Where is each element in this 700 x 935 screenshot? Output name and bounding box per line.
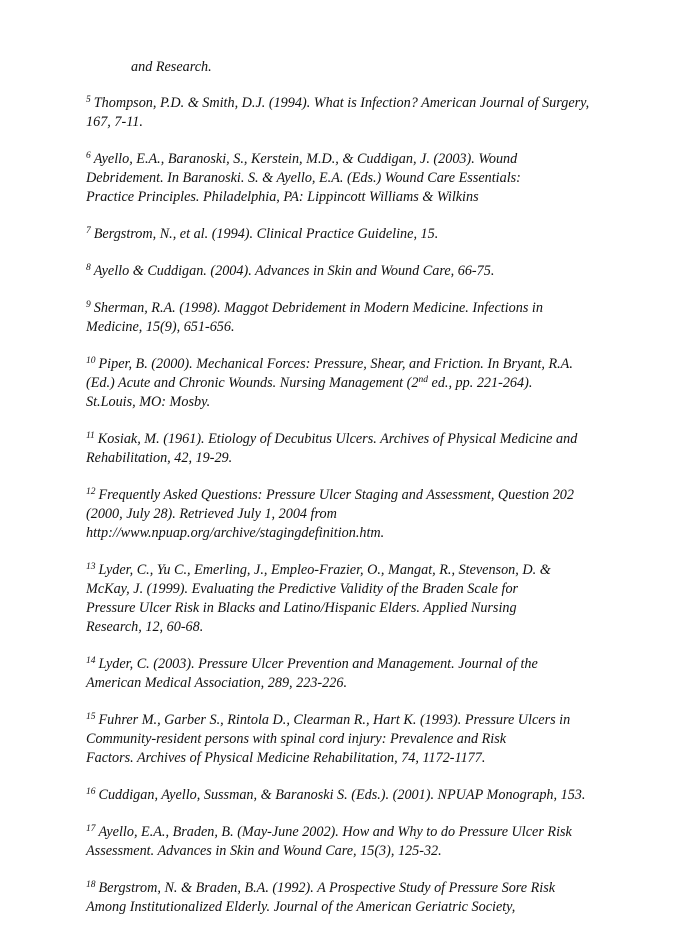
reference-entry: [86, 486, 616, 543]
continuation-text: and Research.: [131, 59, 212, 75]
reference-line: McKay, J. (1999). Evaluating the Predictive Validity of the Braden Scale for: [86, 581, 519, 597]
reference-line: Ayello, E.A., Braden, B. (May-June 2002). How and Why to do Pressure Ulcer Risk: [98, 824, 572, 840]
footnote-number: 12: [86, 487, 96, 497]
reference-entry: [86, 711, 616, 768]
reference-line: Rehabilitation, 42, 19-29.: [86, 450, 233, 466]
reference-line: Bergstrom, N., et al. (1994). Clinical Practice Guideline, 15.: [93, 226, 439, 242]
reference-line: Lyder, C. (2003). Pressure Ulcer Prevention and Management. Journal of the: [98, 656, 538, 672]
reference-entry: [86, 150, 616, 207]
footnote-number: 15: [86, 712, 96, 722]
reference-line: Sherman, R.A. (1998). Maggot Debridement in Modern Medicine. Infections in: [93, 300, 543, 316]
footnote-number: 13: [86, 562, 96, 572]
reference-line: Medicine, 15(9), 651-656.: [86, 319, 235, 335]
reference-line: Practice Principles. Philadelphia, PA: Lippincott Williams & Wilkins: [86, 189, 479, 205]
reference-entry: [86, 561, 616, 637]
reference-line: Cuddigan, Ayello, Sussman, & Baranoski S. (Eds.). (2001). NPUAP Monograph, 153.: [98, 787, 586, 803]
reference-entry: [86, 299, 616, 337]
reference-line: Assessment. Advances in Skin and Wound Care, 15(3), 125-32.: [86, 843, 442, 859]
reference-entry: [86, 879, 616, 917]
reference-entry: [86, 430, 616, 468]
reference-line: Research, 12, 60-68.: [86, 619, 204, 635]
reference-list: [86, 94, 616, 935]
reference-line: American Medical Association, 289, 223-226.: [86, 675, 347, 691]
reference-line: Lyder, C., Yu C., Emerling, J., Empleo-Frazier, O., Mangat, R., Stevenson, D. &: [98, 562, 551, 578]
footnote-number: 16: [86, 787, 96, 797]
reference-line: Pressure Ulcer Risk in Blacks and Latino/Hispanic Elders. Applied Nursing: [86, 600, 517, 616]
footnote-number: 6: [86, 151, 91, 161]
reference-line: 167, 7-11.: [86, 114, 143, 130]
reference-entry: [86, 262, 616, 281]
reference-line: (Ed.) Acute and Chronic Wounds. Nursing Management (2nd ed., pp. 221-264).: [86, 375, 533, 391]
footnote-number: 9: [86, 300, 91, 310]
reference-line: Ayello, E.A., Baranoski, S., Kerstein, M.D., & Cuddigan, J. (2003). Wound: [93, 151, 518, 167]
footnote-number: 14: [86, 656, 96, 666]
reference-entry: [86, 786, 616, 805]
reference-line: St.Louis, MO: Mosby.: [86, 394, 211, 410]
reference-entry: [86, 655, 616, 693]
reference-line: Bergstrom, N. & Braden, B.A. (1992). A Prospective Study of Pressure Sore Risk: [98, 880, 556, 896]
reference-line: Thompson, P.D. & Smith, D.J. (1994). What is Infection? American Journal of Surgery,: [93, 95, 590, 111]
footnote-number: 11: [86, 431, 95, 441]
footnote-number: 10: [86, 356, 96, 366]
footnote-number: 8: [86, 263, 91, 273]
reference-line: Community-resident persons with spinal cord injury: Prevalence and Risk: [86, 731, 507, 747]
reference-line: Kosiak, M. (1961). Etiology of Decubitus Ulcers. Archives of Physical Medicine and: [97, 431, 578, 447]
reference-entry: [86, 225, 616, 244]
reference-line: Frequently Asked Questions: Pressure Ulcer Staging and Assessment, Question 202: [98, 487, 574, 503]
reference-entry: [86, 94, 616, 132]
reference-entry: [86, 355, 616, 412]
footnote-number: 18: [86, 880, 96, 890]
reference-entry: [86, 823, 616, 861]
reference-line: Piper, B. (2000). Mechanical Forces: Pressure, Shear, and Friction. In Bryant, R.A.: [98, 356, 573, 372]
reference-line: http://www.npuap.org/archive/stagingdefinition.htm.: [86, 525, 385, 541]
footnote-number: 7: [86, 226, 91, 236]
footnote-number: 5: [86, 95, 91, 105]
reference-line: Factors. Archives of Physical Medicine Rehabilitation, 74, 1172-1177.: [86, 750, 486, 766]
reference-line: Debridement. In Baranoski. S. & Ayello, E.A. (Eds.) Wound Care Essentials:: [86, 170, 521, 186]
reference-line: Ayello & Cuddigan. (2004). Advances in Skin and Wound Care, 66-75.: [93, 263, 495, 279]
reference-line: Among Institutionalized Elderly. Journal of the American Geriatric Society,: [86, 899, 516, 915]
reference-line: (2000, July 28). Retrieved July 1, 2004 from: [86, 506, 337, 522]
footnote-number: 17: [86, 824, 96, 834]
reference-line: Fuhrer M., Garber S., Rintola D., Clearman R., Hart K. (1993). Pressure Ulcers in: [98, 712, 571, 728]
